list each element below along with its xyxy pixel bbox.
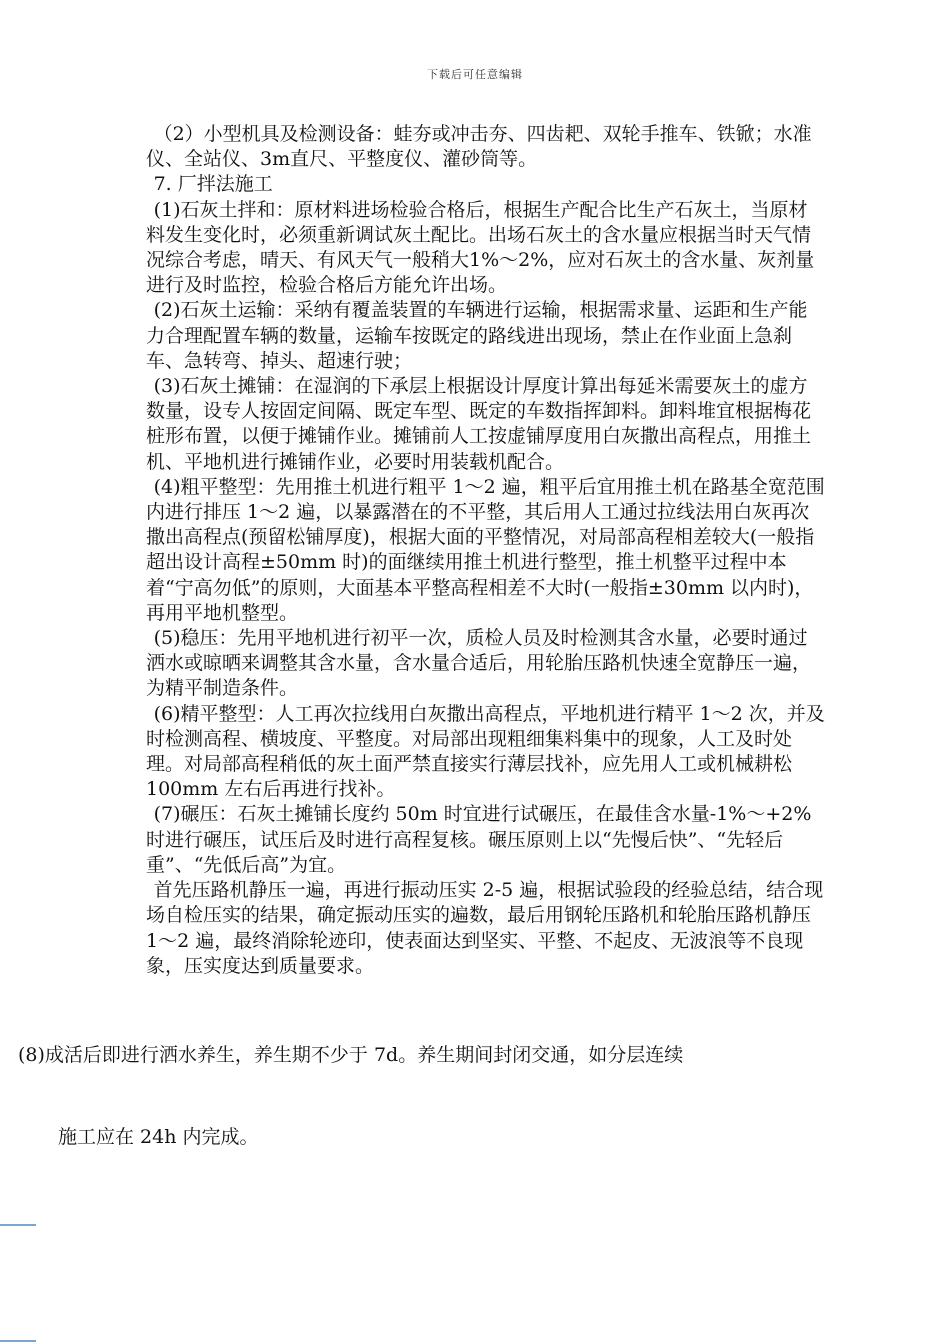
paragraph-rolling-sequence: 首先压路机静压一遍，再进行振动压实 2-5 遍，根据试验段的经验总结，结合现场自检压实的结果，确定振动压实的遍数，最后用钢轮压路机和轮胎压路机静压 1～2 遍，最终消除轮迹印，使表面达到坚实、平整、不起皮、无波浪等不良现象，压实度达到质量要求。 [146, 879, 824, 977]
paragraph-curing-continued: 施工应在 24h 内完成。 [58, 1126, 259, 1148]
page-header: 下载后可任意编辑 [427, 68, 523, 81]
paragraph-rough-leveling: (4)粗平整型：先用推土机进行粗平 1～2 遍，粗平后宜用推土机在路基全宽范围内进行排压 1～2 遍，以暴露潜在的不平整，其后用人工通过拉线法用白灰再次撒出高程点(预留松铺厚度)，根据大面的平整情况，对局部高程相差较大(一般指超出设计高程±50mm 时)的面继续用推土机进行整型，推土机整平过程中本着“宁高勿低”的原则，大面基本平整高程相差不大时(一般指±30mm 以内时)，再用平地机整型。 [146, 475, 825, 624]
paragraph-lime-soil-transport: (2)石灰土运输：采纳有覆盖装置的车辆进行运输，根据需求量、运距和生产能力合理配置车辆的数量，运输车按既定的路线进出现场，禁止在作业面上急刹车、急转弯、掉头、超速行驶； [146, 299, 808, 372]
paragraph-rolling: (7)碾压：石灰土摊铺长度约 50m 时宜进行试碾压，在最佳含水量-1%～+2%时进行碾压，试压后及时进行高程复核。碾压原则上以“先慢后快”、“先轻后重”、“先低后高”为宜。 [146, 803, 812, 876]
paragraph-fine-leveling: (6)精平整型：人工再次拉线用白灰撒出高程点，平地机进行精平 1～2 次，并及时检测高程、横坡度、平整度。对局部出现粗细集料集中的现象，人工及时处理。对局部高程稍低的灰土面严禁直接实行薄层找补，应先用人工或机械耕松 100mm 左右后再进行找补。 [146, 702, 825, 801]
paragraph-small-equipment: （2）小型机具及检测设备：蛙夯或冲击夯、四齿耙、双轮手推车、铁锨；水准仪、全站仪、3m直尺、平整度仪、灌砂筒等。 [146, 123, 812, 171]
paragraph-lime-soil-mixing: (1)石灰土拌和：原材料进场检验合格后，根据生产配合比生产石灰土，当原材料发生变化时，必须重新调试灰土配比。出场石灰土的含水量应根据当时天气情况综合考虑，晴天、有风天气一般稍大1%～2%，应对石灰土的含水量、灰剂量进行及时监控，检验合格后方能允许出场。 [146, 198, 815, 297]
paragraph-lime-soil-spreading: (3)石灰土摊铺：在湿润的下承层上根据设计厚度计算出每延米需要灰土的虚方数量，设专人按固定间隔、既定车型、既定的车数指挥卸料。卸料堆宜根据梅花桩形布置，以便于摊铺作业。摊铺前人工按虚铺厚度用白灰撒出高程点，用推土机、平地机进行摊铺作业，必要时用装载机配合。 [146, 375, 812, 473]
margin-mark [0, 1224, 36, 1226]
paragraph-curing: (8)成活后即进行洒水养生，养生期不少于 7d。养生期间封闭交通，如分层连续 [18, 1044, 684, 1066]
paragraph-stabilizing-pressure: (5)稳压：先用平地机进行初平一次，质检人员及时检测其含水量，必要时通过洒水或晾晒来调整其含水量，含水量合适后，用轮胎压路机快速全宽静压一遍，为精平制造条件。 [146, 627, 812, 700]
section-heading-plant-mix: 7. 厂拌法施工 [153, 173, 273, 196]
margin-mark [0, 1340, 36, 1342]
document-body [146, 122, 826, 979]
